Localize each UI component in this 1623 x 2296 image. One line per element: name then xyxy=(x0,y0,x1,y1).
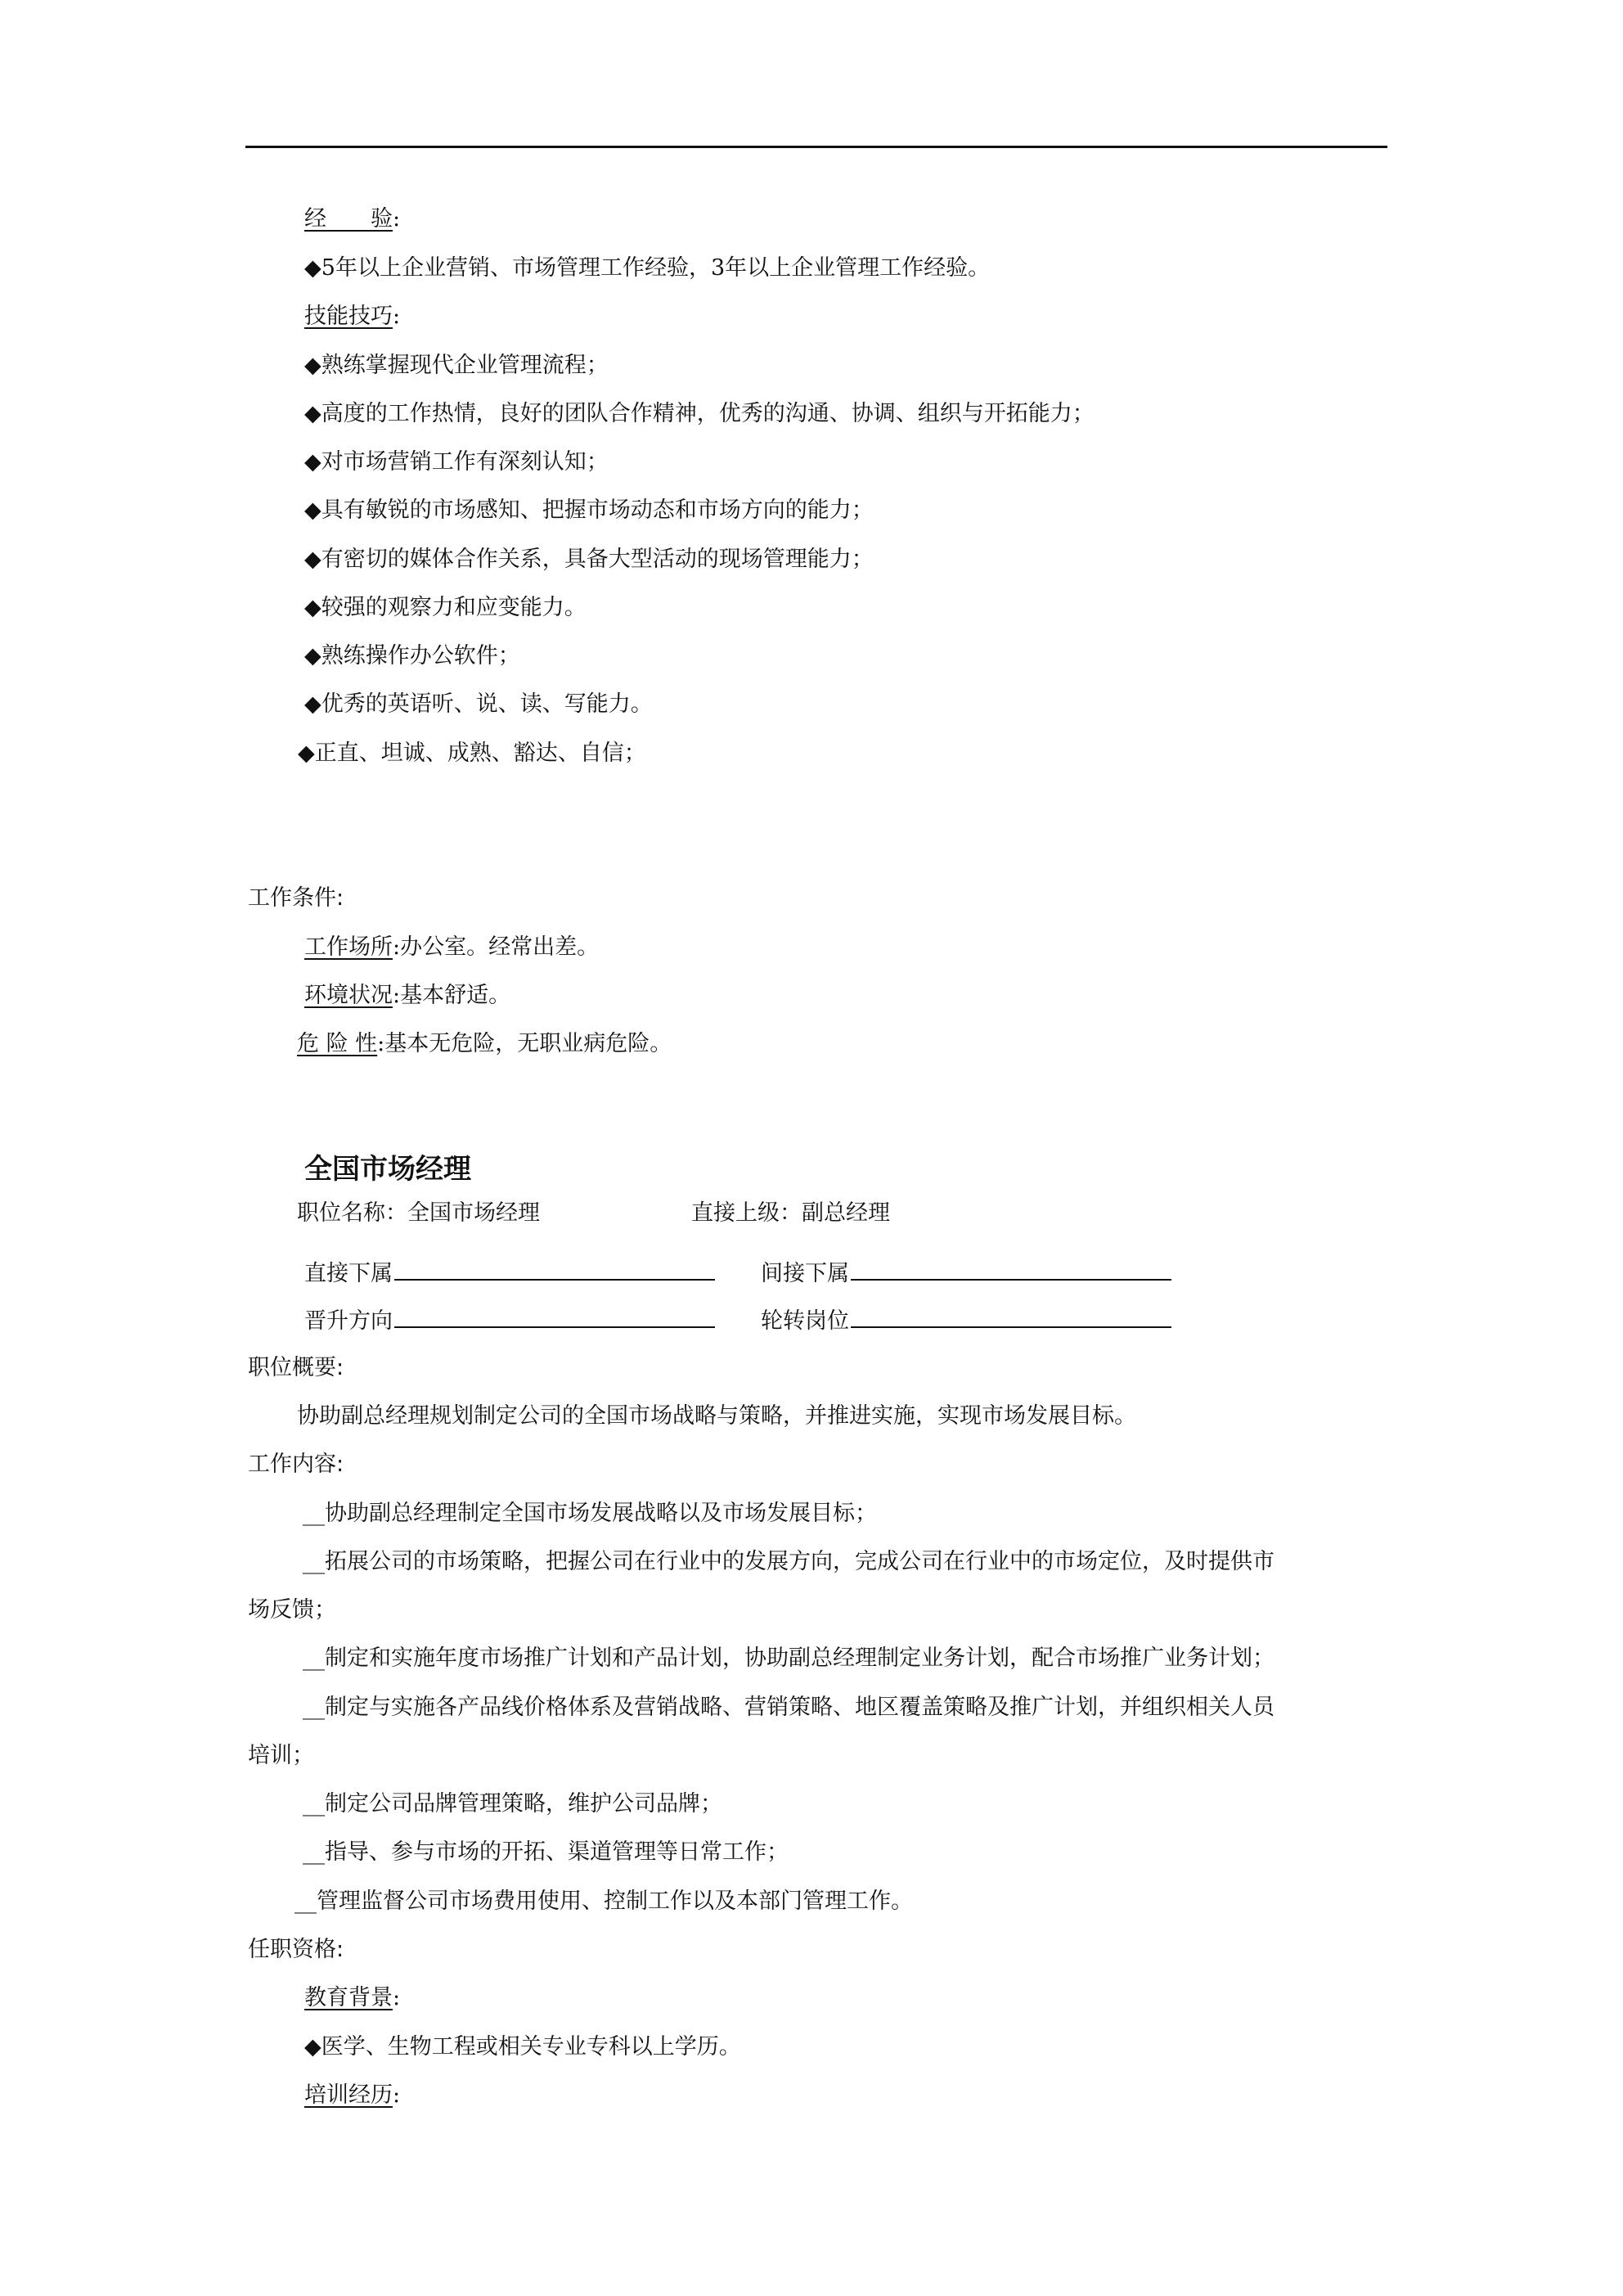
work-conditions-label: 工作条件 xyxy=(248,885,336,911)
header-rule xyxy=(245,146,1387,148)
promotion-row xyxy=(304,1303,715,1338)
duty-item: __拓展公司的市场策略，把握公司在行业中的发展方向，完成公司在行业中的市场定位，及时提供市 xyxy=(303,1549,1275,1574)
duty-item: __管理监督公司市场费用使用、控制工作以及本部门管理工作。 xyxy=(294,1889,913,1914)
workplace-label: 工作场所 xyxy=(304,934,393,960)
direct-subordinate-label: 直接下属 xyxy=(304,1261,393,1286)
promotion-label: 晋升方向 xyxy=(304,1308,393,1334)
duty-item-cont: 培训； xyxy=(248,1743,314,1768)
skills-item: ◆具有敏锐的市场感知、把握市场动态和市场方向的能力； xyxy=(304,497,874,523)
risk-value: 基本无危险，无职业病危险。 xyxy=(384,1031,672,1056)
experience-item: ◆5年以上企业营销、市场管理工作经验，3年以上企业管理工作经验。 xyxy=(304,255,991,281)
workplace-value: 办公室。经常出差。 xyxy=(400,934,600,960)
qualifications-label: 任职资格 xyxy=(248,1937,336,1962)
skills-heading: 技能技巧: xyxy=(304,304,401,329)
direct-subordinate-blank xyxy=(394,1256,715,1281)
duty-item: __指导、参与市场的开拓、渠道管理等日常工作； xyxy=(303,1839,789,1865)
skills-label: 技能技巧 xyxy=(304,304,393,329)
direct-superior: 直接上级：副总经理 xyxy=(691,1200,890,1226)
skills-item: ◆正直、坦诚、成熟、豁达、自信； xyxy=(298,741,646,766)
rotation-label: 轮转岗位 xyxy=(761,1308,849,1334)
promotion-blank xyxy=(394,1303,715,1328)
rotation-blank xyxy=(851,1303,1171,1328)
risk-row: 危 险 性:基本无危险，无职业病危险。 xyxy=(297,1031,672,1056)
experience-label: 经 验 xyxy=(304,206,393,232)
environment-value: 基本舒适。 xyxy=(400,983,511,1008)
qualifications-heading: 任职资格: xyxy=(248,1937,344,1962)
duties-heading: 工作内容: xyxy=(248,1452,344,1477)
experience-heading: 经 验: xyxy=(304,206,401,232)
duty-item: __制定和实施年度市场推广计划和产品计划，协助副总经理制定业务计划，配合市场推广业务计划； xyxy=(303,1645,1275,1671)
environment-row: 环境状况:基本舒适。 xyxy=(304,983,511,1008)
skills-item: ◆高度的工作热情，良好的团队合作精神，优秀的沟通、协调、组织与开拓能力； xyxy=(304,401,1095,426)
skills-item: ◆优秀的英语听、说、读、写能力。 xyxy=(304,691,653,717)
rotation-row xyxy=(761,1303,1171,1338)
indirect-subordinate-blank xyxy=(851,1256,1171,1281)
education-label: 教育背景 xyxy=(304,1985,393,2010)
position-name: 职位名称：全国市场经理 xyxy=(297,1200,540,1226)
education-item: ◆医学、生物工程或相关专业专科以上学历。 xyxy=(304,2034,741,2060)
training-heading: 培训经历: xyxy=(304,2082,401,2108)
skills-item: ◆熟练掌握现代企业管理流程； xyxy=(304,353,609,378)
education-heading: 教育背景: xyxy=(304,1985,401,2010)
risk-label: 危 险 性 xyxy=(297,1031,378,1056)
duty-item-cont: 场反馈； xyxy=(248,1597,336,1623)
work-conditions-heading: 工作条件: xyxy=(248,885,344,911)
skills-item: ◆有密切的媒体合作关系，具备大型活动的现场管理能力； xyxy=(304,547,874,572)
skills-item: ◆对市场营销工作有深刻认知； xyxy=(304,449,609,475)
summary-text: 协助副总经理规划制定公司的全国市场战略与策略，并推进实施，实现市场发展目标。 xyxy=(297,1403,1136,1429)
workplace-row: 工作场所:办公室。经常出差。 xyxy=(304,934,600,960)
summary-label: 职位概要 xyxy=(248,1355,336,1380)
environment-label: 环境状况 xyxy=(304,983,393,1008)
duty-item: __协助副总经理制定全国市场发展战略以及市场发展目标； xyxy=(303,1501,877,1526)
skills-item: ◆熟练操作办公软件； xyxy=(304,643,520,669)
section-title: 全国市场经理 xyxy=(304,1153,471,1186)
training-label: 培训经历 xyxy=(304,2082,393,2108)
duty-item: __制定与实施各产品线价格体系及营销战略、营销策略、地区覆盖策略及推广计划，并组织相关人员 xyxy=(303,1695,1275,1720)
skills-item: ◆较强的观察力和应变能力。 xyxy=(304,595,587,620)
direct-subordinate-row xyxy=(304,1256,715,1290)
summary-heading: 职位概要: xyxy=(248,1355,344,1380)
indirect-subordinate-label: 间接下属 xyxy=(761,1261,849,1286)
duty-item: __制定公司品牌管理策略，维护公司品牌； xyxy=(303,1791,722,1817)
duties-label: 工作内容 xyxy=(248,1452,336,1477)
indirect-subordinate-row xyxy=(761,1256,1171,1290)
